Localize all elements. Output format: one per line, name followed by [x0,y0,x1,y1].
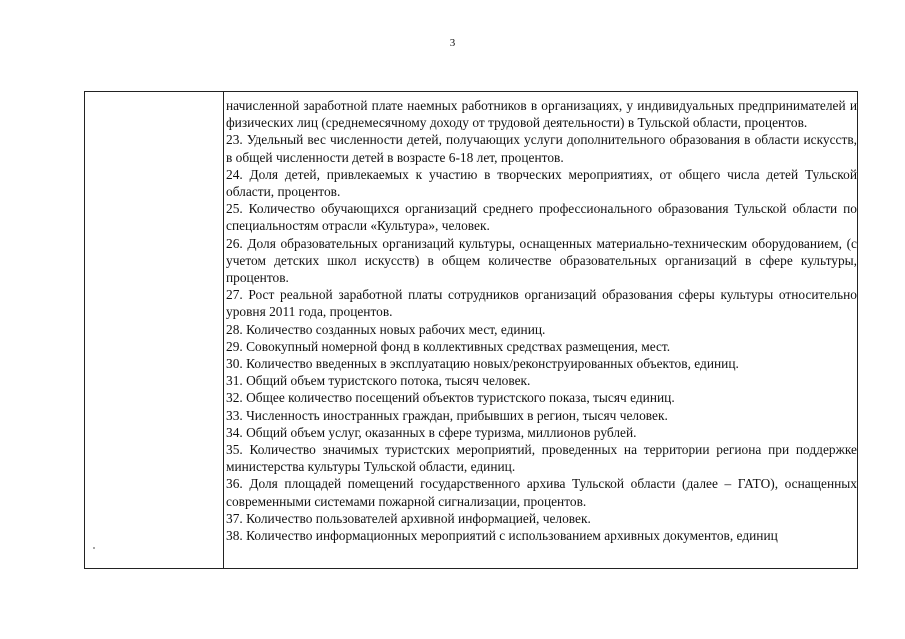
page-number: 3 [449,37,456,49]
indicator-item-33: 33. Численность иностранных граждан, прибывших в регион, тысяч человек. [226,407,668,423]
indicator-item-35: 35. Количество значимых туристских мероприятий, проведенных на территории региона при поддержке министерства культуры Тульской области, единиц. [226,442,857,475]
indicator-item-30: 30. Количество введенных в эксплуатацию новых/реконструированных объектов, единиц. [226,356,739,372]
scan-speck [93,547,95,549]
indicator-item-29: 29. Совокупный номерной фонд в коллективных средствах размещения, мест. [226,338,671,354]
indicator-item-28: 28. Количество созданных новых рабочих мест, единиц. [226,321,546,337]
indicator-item-24: 24. Доля детей, привлекаемых к участию в творческих мероприятиях, от общего числа детей Тульской области, процентов. [226,166,857,200]
indicator-item-26: 26. Доля образовательных организаций культуры, оснащенных материально-техническим оборудованием, (с учетом детских школ искусств) в общем количестве образовательных организаций в сфере культуры, процентов. [226,235,857,286]
indicator-item-34: 34. Общий объем услуг, оказанных в сфере туризма, миллионов рублей. [226,424,637,440]
indicator-item-23: 23. Удельный вес численности детей, получающих услуги дополнительного образования в области искусств, в общей численности детей в возрасте 6-18 лет, процентов. [226,132,857,165]
indicator-item-32: 32. Общее количество посещений объектов туристского показа, тысяч единиц. [226,390,675,406]
indicator-continuation: начисленной заработной плате наемных работников в организациях, у индивидуальных предпринимателей и физических лиц (среднемесячному доходу от трудовой деятельности) в Тульской области, процентов. [226,98,857,131]
indicator-item-36: 36. Доля площадей помещений государственного архива Тульской области (далее – ГАТО), оснащенных современными системами пожарной сигнализации, процентов. [226,476,857,509]
indicator-item-25: 25. Количество обучающихся организаций среднего профессионального образования Тульской области по специальностям отрасли «Культура», человек. [226,201,857,234]
indicator-item-37: 37. Количество пользователей архивной информацией, человек. [226,510,591,526]
indicator-item-31: 31. Общий объем туристского потока, тысяч человек. [226,373,531,389]
column-divider [223,92,224,568]
indicator-item-38: 38. Количество информационных мероприятий с использованием архивных документов, единиц [226,528,778,544]
indicators-table [84,91,858,569]
indicator-item-27: 27. Рост реальной заработной платы сотрудников организаций образования сферы культуры относительно уровня 2011 года, процентов. [226,287,857,320]
indicators-cell [226,97,857,544]
